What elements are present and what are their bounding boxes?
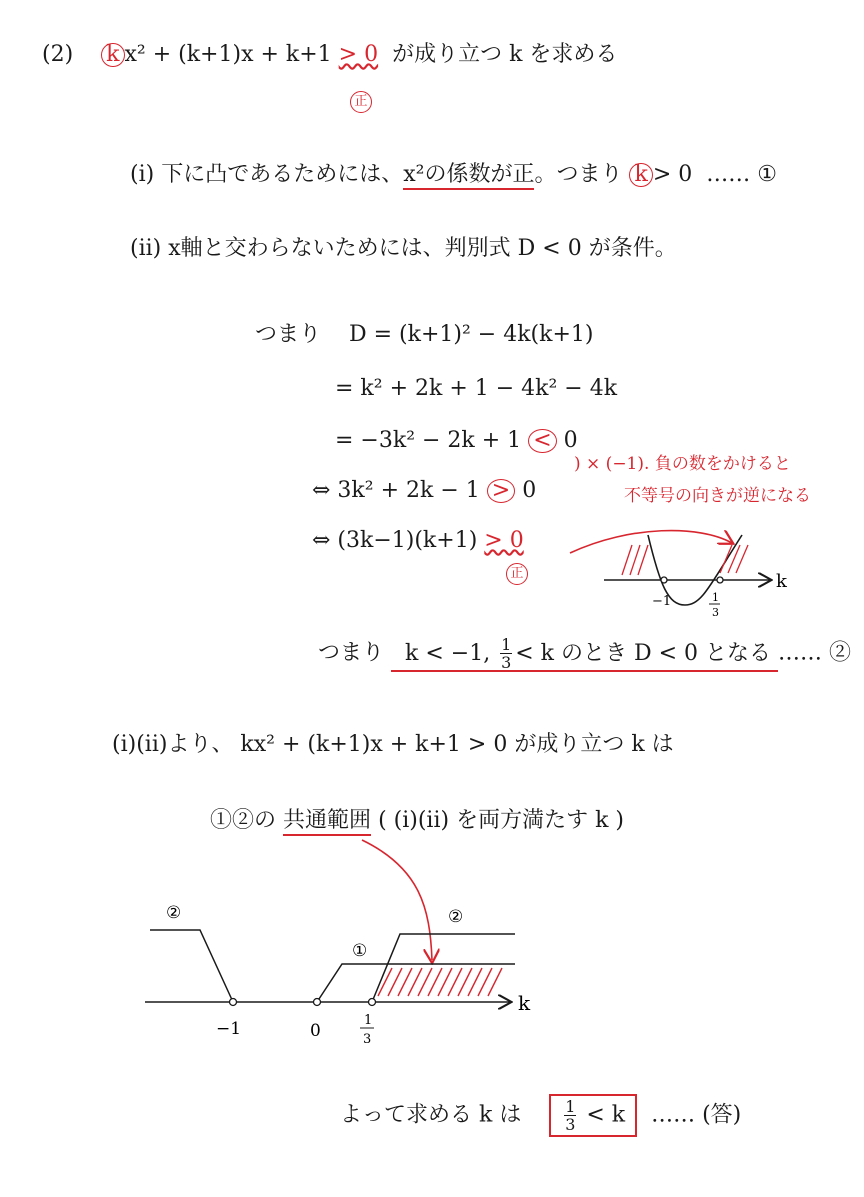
parabola-root-2-num: 1 xyxy=(712,591,719,604)
step-i-rhs: > 0 xyxy=(652,162,693,187)
conclusion-ii-range xyxy=(391,635,778,672)
answer-prefix: よって求める k は xyxy=(340,1102,522,1128)
common-circ-1: ① xyxy=(210,808,233,833)
positive-badge: 正 xyxy=(350,91,372,113)
conclusion-ii xyxy=(318,636,851,671)
region-1 xyxy=(317,964,515,1002)
circled-k: k xyxy=(101,43,124,67)
derivation-positive-badge: 正 xyxy=(506,563,528,585)
less-than-circled: < xyxy=(528,429,556,453)
number-line-diagram xyxy=(130,838,570,1058)
problem-positive-badge-wrap xyxy=(350,84,372,114)
conclusion-ii-prefix: つまり xyxy=(318,640,385,666)
conclusion-ii-number: ② xyxy=(829,640,852,666)
conclusion-ii-frac-num: 1 xyxy=(501,635,512,654)
label-region-2-right: ② xyxy=(448,907,464,927)
derivation-line-2: = k² + 2k + 1 − 4k² − 4k xyxy=(335,376,618,401)
problem-statement xyxy=(42,40,617,70)
common-paren: ( (i)(ii) を両方満たす k ) xyxy=(378,808,624,833)
point-one-third xyxy=(369,999,376,1006)
region-2-left xyxy=(150,930,233,1002)
derivation-badge-wrap xyxy=(506,556,528,586)
derivation-expr-1: D = (k+1)² − 4k(k+1) xyxy=(349,322,594,347)
conclusion-ii-k2: < k xyxy=(515,640,554,666)
label-region-2-left: ② xyxy=(166,903,182,923)
answer-line xyxy=(340,1094,741,1137)
step-i-number: ① xyxy=(757,162,777,187)
common-circ-2: ② xyxy=(232,808,255,833)
answer-relation: < k xyxy=(586,1102,626,1128)
derivation-zero-4: 0 xyxy=(522,478,537,503)
problem-expression: x² + (k+1)x + k+1 xyxy=(124,42,332,67)
step-i-label: (i) xyxy=(130,162,155,187)
number-line-axis-label: k xyxy=(518,991,531,1015)
derivation-line-3 xyxy=(335,426,578,456)
conclusion-ii-fraction xyxy=(500,636,512,671)
step-i-circled-k: k xyxy=(629,163,652,187)
derivation-line-5 xyxy=(312,526,524,556)
conclusion-ii-k1: k < −1 xyxy=(405,640,484,666)
problem-number: (2) xyxy=(42,42,74,67)
parabola-root-1 xyxy=(661,577,667,583)
step-ii xyxy=(130,234,677,264)
parabola-root-2 xyxy=(717,577,723,583)
derivation-line-1 xyxy=(255,320,593,350)
step-i xyxy=(130,160,777,190)
parabola-hatch-left xyxy=(622,545,648,575)
annotation-line-1: ) × (−1). 負の数をかけると xyxy=(574,454,791,474)
answer-mark: (答) xyxy=(702,1102,742,1128)
answer-dots: …… xyxy=(651,1102,696,1128)
problem-tail: が成り立つ k を求める xyxy=(392,42,618,67)
point-minus-1 xyxy=(230,999,237,1006)
common-no: の xyxy=(254,808,277,833)
derivation-expr-4: ⇔ 3k² + 2k − 1 xyxy=(312,478,480,503)
tick-one-third-num: 1 xyxy=(364,1013,373,1028)
greater-than-circled: > xyxy=(487,479,515,503)
step-i-dots: …… xyxy=(706,162,751,187)
conclusion-ii-sep: , xyxy=(483,640,491,666)
derivation-ineq-5: > 0 xyxy=(484,528,524,553)
tick-minus-1: −1 xyxy=(216,1019,242,1039)
conclusion-ii-tail: のとき D < 0 となる xyxy=(560,640,772,666)
annotation-line-2: 不等号の向きが逆になる xyxy=(624,486,811,506)
derivation-line-4 xyxy=(312,476,536,506)
parabola-root-2-den: 3 xyxy=(712,606,719,619)
region-2-right xyxy=(372,934,515,1002)
step-ii-text: x軸と交わらないためには、判別式 D < 0 が条件。 xyxy=(168,236,677,261)
conclusion-ii-dots: …… xyxy=(778,640,823,666)
parabola-root-1-label: −1 xyxy=(652,594,672,609)
step-i-highlight: x²の係数が正 xyxy=(403,162,534,190)
answer-box xyxy=(549,1094,637,1137)
parabola-hatch-right xyxy=(720,545,748,573)
derivation-zero-3: 0 xyxy=(563,428,578,453)
common-region-hatch xyxy=(378,968,502,996)
answer-fraction xyxy=(564,1098,576,1133)
answer-frac-den: 3 xyxy=(565,1115,576,1134)
label-region-1: ① xyxy=(352,941,368,961)
tick-one-third-den: 3 xyxy=(363,1032,372,1047)
tick-zero: 0 xyxy=(310,1021,321,1041)
derivation-expr-5: ⇔ (3k−1)(k+1) xyxy=(312,528,478,553)
step-i-text2: 。つまり xyxy=(534,162,623,187)
derivation-expr-3: = −3k² − 2k + 1 xyxy=(335,428,522,453)
parabola-axis-label: k xyxy=(776,571,787,592)
common-highlight: 共通範囲 xyxy=(283,808,371,836)
combine-line: (i)(ii)より、 kx² + (k+1)x + k+1 > 0 が成り立つ k は xyxy=(112,732,674,757)
answer-frac-num: 1 xyxy=(565,1097,576,1116)
step-i-text1: 下に凸であるためには、 xyxy=(161,162,404,187)
conclusion-ii-frac-den: 3 xyxy=(501,653,512,672)
step-ii-label: (ii) xyxy=(130,236,162,261)
parabola-sketch xyxy=(560,525,800,625)
problem-inequality: > 0 xyxy=(338,42,379,67)
common-range xyxy=(210,806,624,836)
point-zero xyxy=(314,999,321,1006)
derivation-prefix: つまり xyxy=(255,322,322,347)
